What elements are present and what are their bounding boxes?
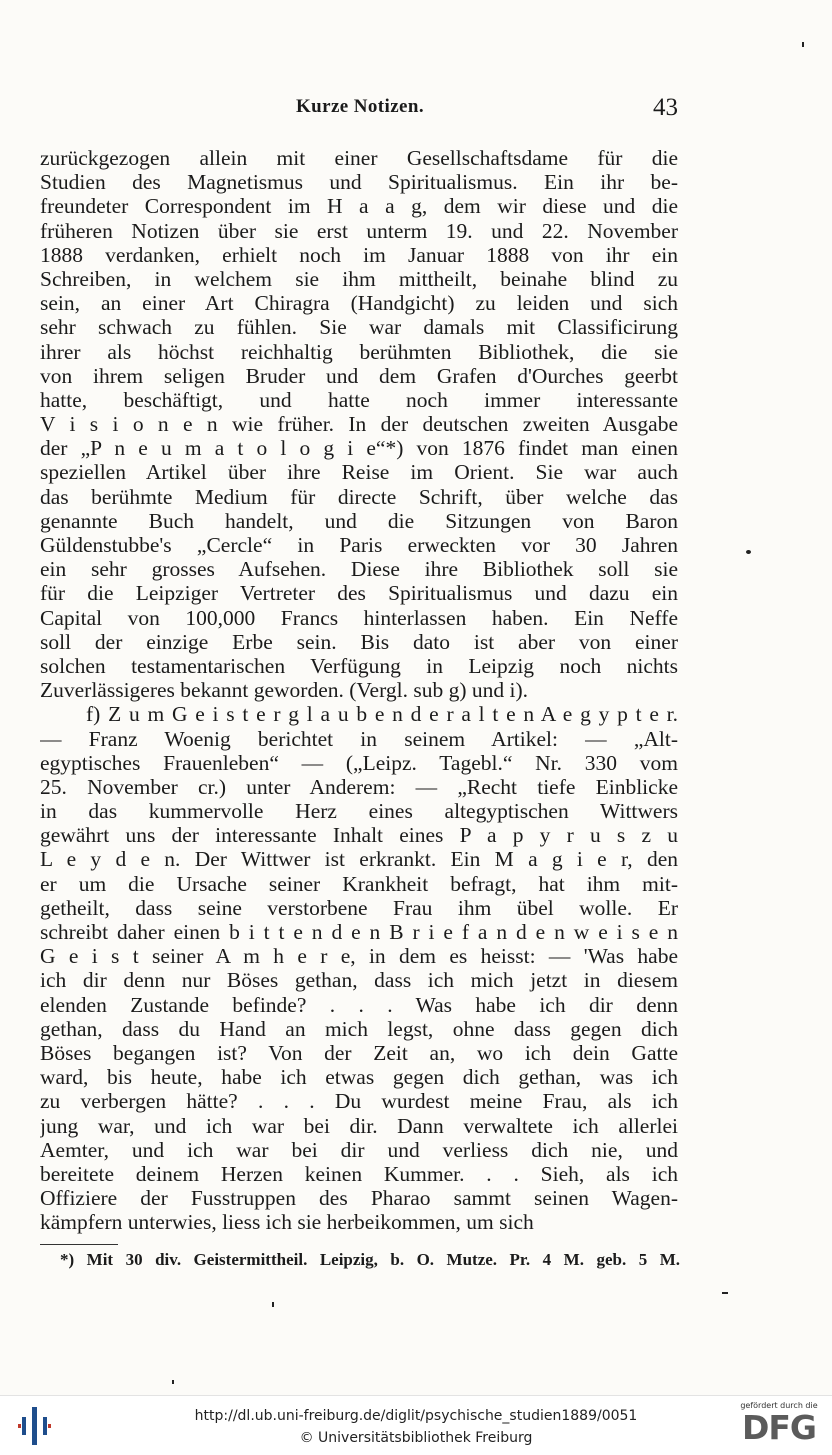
text-line: Studien des Magnetismus und Spiritualismus. Ein ihr be- — [40, 170, 678, 195]
text-line: egyptisches Frauenleben“ — („Leipz. Tagebl.“ Nr. 330 vom — [40, 750, 678, 775]
text-line: speziellen Artikel über ihre Reise im Orient. Sie war auch — [40, 460, 678, 485]
text-line: zurückgezogen allein mit einer Gesellschaftsdame für die — [40, 146, 678, 170]
dfg-mark: DFG — [741, 1408, 817, 1447]
scan-speck — [722, 1292, 728, 1294]
text-line: Güldenstubbe's „Cercle“ in Paris erweckten vor 30 Jahren — [40, 533, 678, 557]
text-line: sein, an einer Art Chiragra (Handgicht) zu leiden und sich — [40, 291, 678, 316]
body-text — [40, 146, 678, 1234]
text-line: solchen testamentarischen Verfügung in Leipzig noch nichts — [40, 653, 678, 678]
footnote: *) Mit 30 div. Geistermittheil. Leipzig, b. O. Mutze. Pr. 4 M. geb. 5 M. — [60, 1250, 680, 1269]
text-line: 25. November cr.) unter Anderem: — „Recht tiefe Einblicke — [40, 774, 678, 799]
text-line: ein sehr grosses Aufsehen. Diese ihre Bibliothek soll sie — [40, 557, 678, 582]
text-line: ihrer als höchst reichhaltig berühmten Bibliothek, die sie — [40, 339, 678, 364]
text-line: zu verbergen hätte? . . . Du wurdest meine Frau, als ich — [40, 1089, 678, 1114]
text-line: früheren Notizen über sie erst unterm 19. und 22. November — [40, 218, 678, 243]
text-line: freundeter Correspondent im H a a g, dem wir diese und die — [40, 194, 678, 219]
text-line: der „P n e u m a t o l o g i e“*) von 1876 findet man einen — [40, 436, 678, 461]
text-line: Capital von 100,000 Francs hinterlassen haben. Ein Neffe — [40, 605, 678, 630]
text-line: V i s i o n e n wie früher. In der deutschen zweiten Ausgabe — [40, 412, 678, 437]
text-line: Offiziere der Fusstruppen des Pharao sammt seinen Wagen- — [40, 1186, 678, 1211]
copyright-notice: © Universitätsbibliothek Freiburg — [299, 1430, 533, 1446]
viewer-footer — [0, 1395, 832, 1455]
text-line: für die Leipziger Vertreter des Spiritualismus und dazu ein — [40, 581, 678, 606]
text-line: elenden Zustande befinde? . . . Was habe ich dir denn — [40, 992, 678, 1017]
text-line: kämpfern unterwies, liess ich sie herbeikommen, um sich — [40, 1210, 534, 1235]
text-line: G e i s t seiner A m h e r e, in dem es heisst: — 'Was habe — [40, 944, 678, 969]
footnote-rule — [40, 1244, 118, 1245]
scan-speck — [272, 1302, 274, 1307]
scan-speck — [172, 1380, 174, 1384]
text-line: Böses begangen ist? Von der Zeit an, wo ich dein Gatte — [40, 1040, 678, 1065]
text-line: ich dir denn nur Böses gethan, dass ich mich jetzt in diesem — [40, 968, 678, 993]
scan-speck — [746, 550, 751, 554]
text-line: von ihrem seligen Bruder und dem Grafen d'Ourches geerbt — [40, 363, 678, 388]
text-line: ward, bis heute, habe ich etwas gegen dich gethan, was ich — [40, 1065, 678, 1090]
text-line: Aemter, und ich war bei dir und verliess dich nie, und — [40, 1137, 678, 1162]
page-number: 43 — [653, 94, 678, 121]
dfg-caption: gefördert durch die — [740, 1401, 818, 1410]
text-line: schreibt daher einen b i t t e n d e n B r i e f a n d e n w e i s e n — [40, 920, 678, 944]
text-line: gewährt uns der interessante Inhalt eines P a p y r u s z u — [40, 823, 678, 848]
text-line: Schreiben, in welchem sie ihm mittheilt, beinahe blind zu — [40, 266, 678, 291]
text-line: bereitete deinem Herzen keinen Kummer. . . Sieh, als ich — [40, 1161, 678, 1186]
text-line: soll der einzige Erbe sein. Bis dato ist aber von einer — [40, 629, 678, 654]
running-head: Kurze Notizen. — [295, 96, 424, 117]
text-line: 1888 verdanken, erhielt noch im Januar 1888 von ihr ein — [40, 242, 678, 267]
permalink-url[interactable]: http://dl.ub.uni-freiburg.de/diglit/psychische_studien1889/0051 — [194, 1408, 638, 1424]
text-line: — Franz Woenig berichtet in seinem Artikel: — „Alt- — [40, 726, 678, 751]
text-line: hatte, beschäftigt, und hatte noch immer interessante — [40, 387, 678, 412]
text-line: in das kummervolle Herz eines altegyptischen Wittwers — [40, 799, 678, 824]
text-line: L e y d e n. Der Wittwer ist erkrankt. Ein M a g i e r, den — [40, 847, 678, 872]
text-line: getheilt, dass seine verstorbene Frau ihm übel wolle. Er — [40, 895, 678, 920]
text-line: genannte Buch handelt, und die Sitzungen von Baron — [40, 508, 678, 533]
scan-speck — [802, 42, 804, 47]
text-line: f) Z u m G e i s t e r g l a u b e n d e r a l t e n A e g y p t e r. — [86, 702, 678, 727]
dfg-logo — [736, 1401, 822, 1451]
page-header — [40, 96, 680, 126]
text-line: er um die Ursache seiner Krankheit befragt, hat ihm mit- — [40, 871, 678, 896]
text-line: das berühmte Medium für directe Schrift, über welche das — [40, 484, 678, 509]
text-line: Zuverlässigeres bekannt geworden. (Vergl. sub g) und i). — [40, 678, 529, 703]
text-line: jung war, und ich war bei dir. Dann verwaltete ich allerlei — [40, 1113, 678, 1138]
text-line: sehr schwach zu fühlen. Sie war damals mit Classificirung — [40, 315, 678, 340]
text-line: gethan, dass du Hand an mich legst, ohne dass gegen dich — [40, 1016, 678, 1041]
